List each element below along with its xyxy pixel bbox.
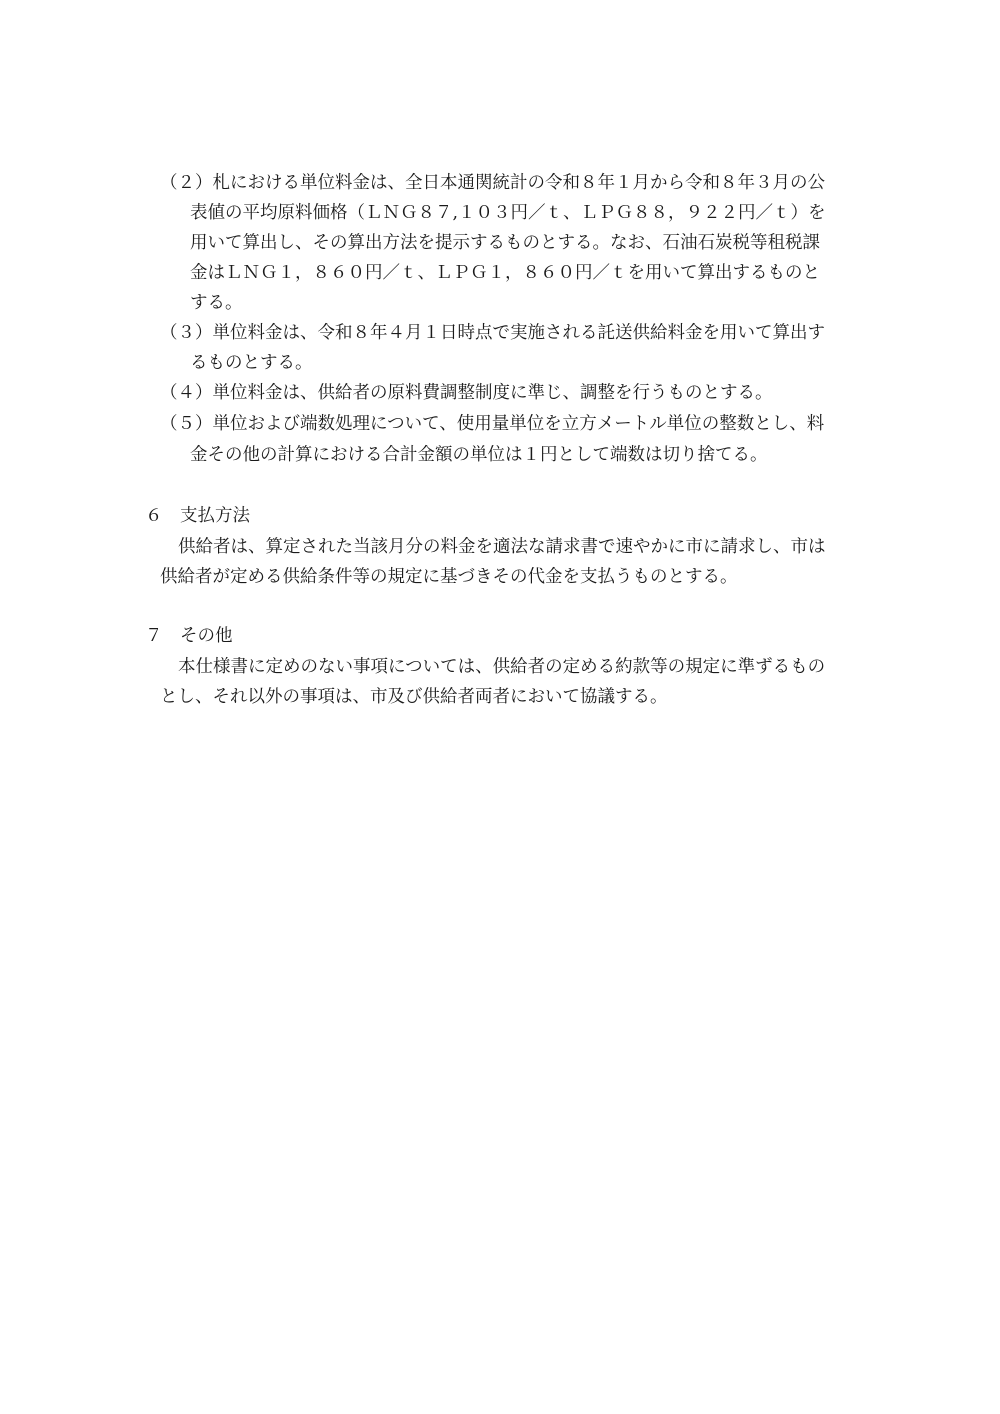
clause-line: 用いて算出し、その算出方法を提示するものとする。なお、石油石炭税等租税課	[190, 233, 820, 253]
clause-line: （５）単位および端数処理について、使用量単位を立方メートル単位の整数とし、料	[160, 414, 825, 434]
clause-line: （２）札における単位料金は、全日本通関統計の令和８年１月から令和８年３月の公	[160, 173, 825, 193]
clause-line: （４）単位料金は、供給者の原料費調整制度に準じ、調整を行うものとする。	[160, 383, 773, 403]
paragraph-line: 本仕様書に定めのない事項については、供給者の定める約款等の規定に準ずるもの	[178, 657, 826, 677]
section-heading: ６ 支払方法	[145, 506, 250, 526]
clause-line: （３）単位料金は、令和８年４月１日時点で実施される託送供給料金を用いて算出す	[160, 323, 825, 343]
clause-line: 表値の平均原料価格（ＬＮＧ８７,１０３円／ｔ、ＬＰＧ８８，９２２円／ｔ）を	[190, 203, 826, 223]
clause-line: 金はＬＮＧ１，８６０円／ｔ、ＬＰＧ１，８６０円／ｔを用いて算出するものと	[190, 263, 820, 283]
clause-line: るものとする。	[190, 353, 313, 373]
section-heading: ７ その他	[145, 626, 233, 646]
paragraph-line: 供給者が定める供給条件等の規定に基づきその代金を支払うものとする。	[160, 567, 738, 587]
paragraph-line: とし、それ以外の事項は、市及び供給者両者において協議する。	[160, 687, 668, 707]
clause-line: する。	[190, 293, 243, 313]
clause-line: 金その他の計算における合計金額の単位は１円として端数は切り捨てる。	[190, 445, 768, 465]
paragraph-line: 供給者は、算定された当該月分の料金を適法な請求書で速やかに市に請求し、市は	[178, 537, 826, 557]
